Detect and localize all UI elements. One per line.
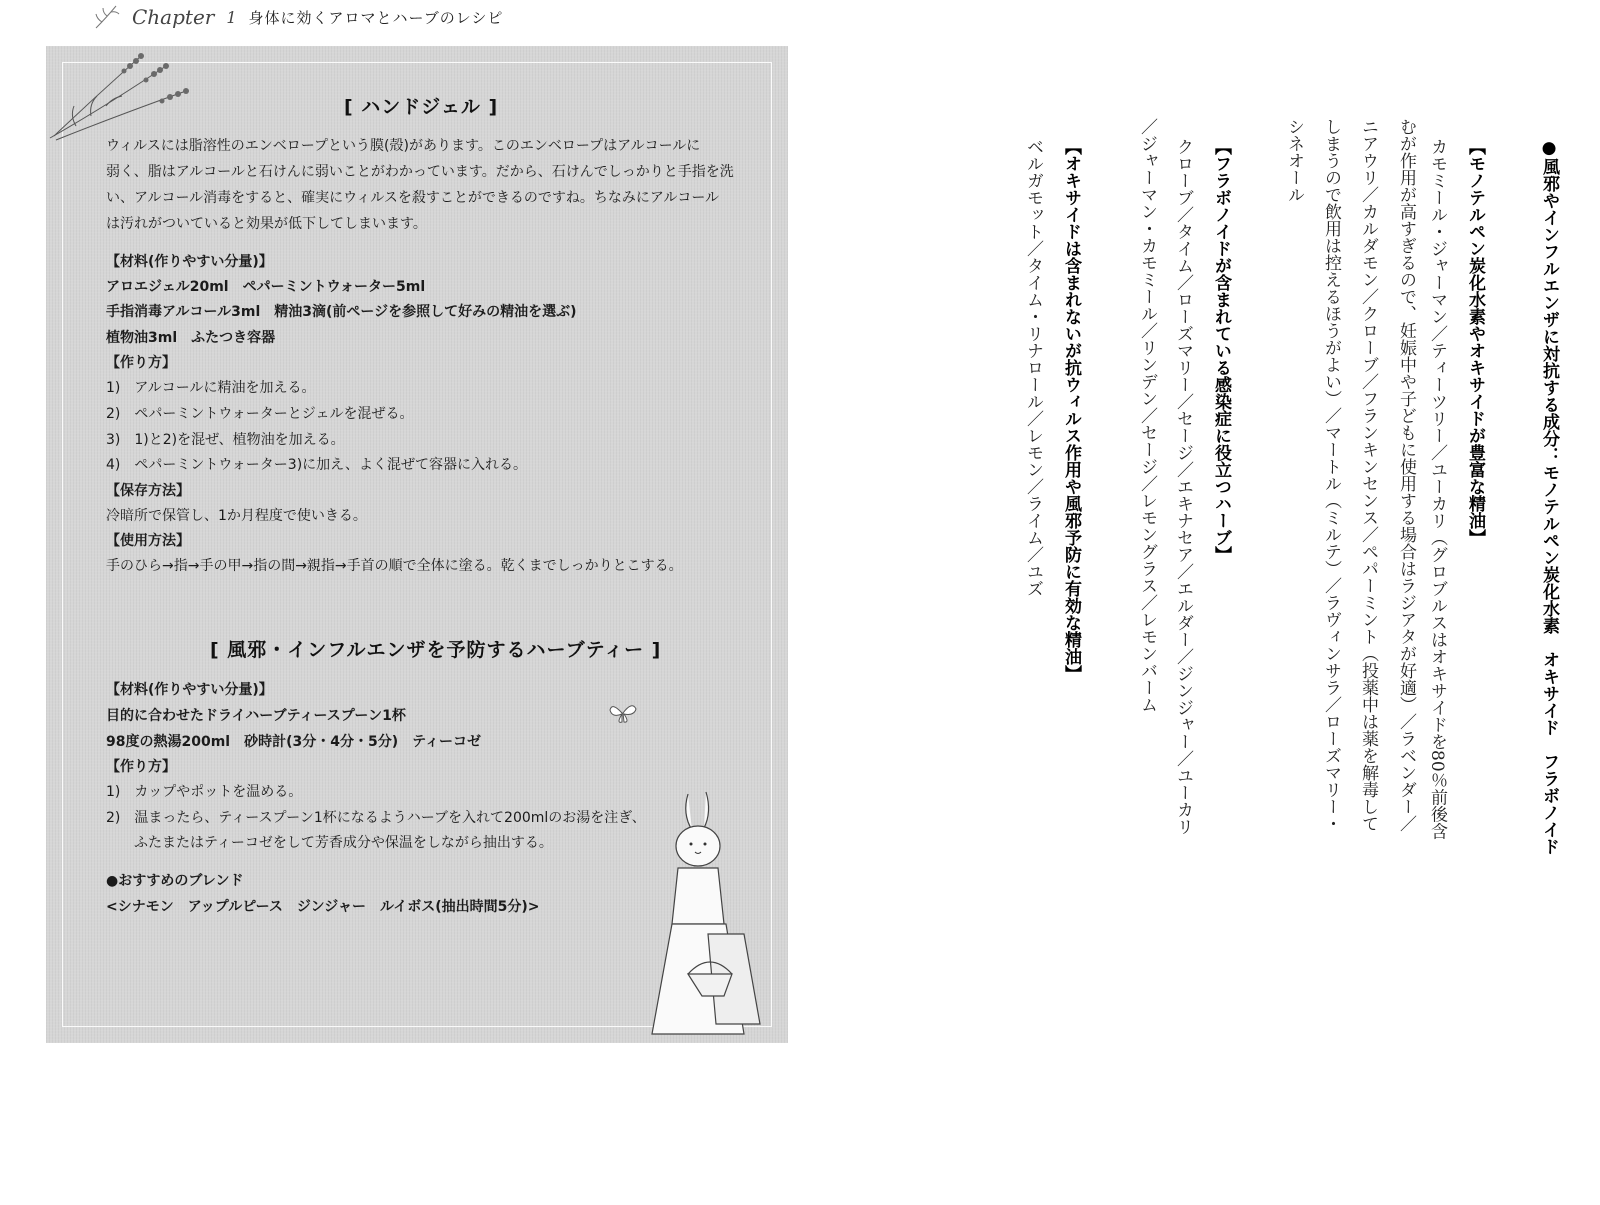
herb-tea-step: 1) カップやポットを温める。 bbox=[106, 784, 303, 800]
hand-gel-usage: 手のひら→指→手の甲→指の間→親指→手首の順で全体に塗る。乾くまでしっかりとこする。 bbox=[106, 558, 683, 574]
chapter-header bbox=[100, 0, 503, 34]
vertical-column: ベルガモット／タイム・リナロール／レモン／ライム／ユズ bbox=[1023, 138, 1043, 597]
vertical-column: カモミール・ジャーマン／ティーツリー／ユーカリ（グロブルスはオキサイドを80％前後含 bbox=[1427, 138, 1447, 840]
lavender-sprig-icon bbox=[46, 46, 196, 146]
hand-gel-step: 1) アルコールに精油を加える。 bbox=[106, 380, 316, 396]
herb-tea-material: 目的に合わせたドライハーブティースプーン1杯 bbox=[106, 708, 406, 724]
vertical-column: ／ジャーマン・カモミール／リンデン／セージ／レモングラス／レモンバーム bbox=[1137, 118, 1157, 713]
hand-gel-usage-heading: 【使用方法】 bbox=[106, 533, 190, 549]
hand-gel-intro-line: い、アルコール消毒をすると、確実にウィルスを殺すことができるのですね。ちなみにアルコール bbox=[106, 190, 720, 206]
vertical-column: 【オキサイドは含まれないが抗ウィルス作用や風邪予防に有効な精油】 bbox=[1061, 138, 1081, 682]
hand-gel-intro-line: は汚れがついていると効果が低下してしまいます。 bbox=[106, 216, 427, 232]
herb-tea-method-heading: 【作り方】 bbox=[106, 759, 176, 775]
vertical-column: しまうので飲用は控えるほうがよい）／マートル（ミルテ）／ラヴィンサラ／ローズマリー・ bbox=[1321, 118, 1341, 832]
hand-gel-intro-line: 弱く、脂はアルコールと石けんに弱いことがわかっています。だから、石けんでしっかりと手指を洗 bbox=[106, 164, 734, 180]
hand-gel-intro-line: ウィルスには脂溶性のエンベロープという膜(殻)があります。このエンベロープはアルコールに bbox=[106, 138, 701, 154]
hand-gel-storage: 冷暗所で保管し、1か月程度で使いきる。 bbox=[106, 508, 367, 524]
vertical-column: 【モノテルペン炭化水素やオキサイドが豊富な精油】 bbox=[1465, 138, 1485, 546]
hand-gel-step: 2) ペパーミントウォーターとジェルを混ぜる。 bbox=[106, 406, 414, 422]
vertical-column: ●風邪やインフルエンザに対抗する成分：モノテルペン炭化水素 オキサイド フラボノイド bbox=[1539, 138, 1559, 855]
vertical-column: むが作用が高すぎるので、妊娠中や子どもに使用する場合はラジアタが好適）／ラベンダー／ bbox=[1396, 118, 1416, 832]
herb-tea-step: 2) 温まったら、ティースプーン1杯になるようハーブを入れて200mlのお湯を注ぎ、 bbox=[106, 810, 646, 826]
hand-gel-method-heading: 【作り方】 bbox=[106, 355, 176, 371]
vertical-column: ニアウリ／カルダモン／クローブ／フランキンセンス／ペパーミント（投薬中は薬を解毒して bbox=[1358, 118, 1378, 832]
hand-gel-material: アロエジェル20ml ペパーミントウォーター5ml bbox=[106, 279, 426, 295]
recipe-panel bbox=[46, 46, 788, 1043]
butterfly-icon bbox=[608, 700, 638, 726]
herb-tea-blend-heading: ●おすすめのブレンド bbox=[106, 873, 244, 889]
hand-gel-storage-heading: 【保存方法】 bbox=[106, 483, 190, 499]
herb-tea-material: 98度の熱湯200ml 砂時計(3分・4分・5分) ティーコゼ bbox=[106, 734, 481, 750]
herb-tea-materials-heading: 【材料(作りやすい分量)】 bbox=[106, 682, 273, 698]
chapter-number: 1 bbox=[226, 7, 237, 27]
hand-gel-material: 植物油3ml ふたつき容器 bbox=[106, 330, 276, 346]
hand-gel-step: 3) 1)と2)を混ぜ、植物油を加える。 bbox=[106, 432, 345, 448]
vertical-column: クローブ／タイム／ローズマリー／セージ／エキナセア／エルダー／ジンジャー／ユーカリ bbox=[1173, 138, 1193, 835]
vertical-column: 【フラボノイドが含まれている感染症に役立つハーブ】 bbox=[1211, 138, 1231, 563]
hand-gel-title: [ ハンドジェル ] bbox=[344, 96, 499, 118]
vertical-column: シネオール bbox=[1284, 118, 1304, 203]
herb-tea-step: ふたまたはティーコゼをして芳香成分や保温をしながら抽出する。 bbox=[106, 835, 553, 851]
herb-tea-blend: <シナモン アップルピース ジンジャー ルイボス(抽出時間5分)> bbox=[106, 899, 540, 915]
chapter-title: 身体に効くアロマとハーブのレシピ bbox=[248, 8, 504, 27]
herb-tea-title: [ 風邪・インフルエンザを予防するハーブティー ] bbox=[210, 639, 662, 661]
rabbit-illustration-icon bbox=[648, 784, 778, 1044]
hand-gel-material: 手指消毒アルコール3ml 精油3滴(前ページを参照して好みの精油を選ぶ) bbox=[106, 304, 577, 320]
hand-gel-step: 4) ペパーミントウォーター3)に加え、よく混ぜて容器に入れる。 bbox=[106, 457, 528, 473]
hand-gel-materials-heading: 【材料(作りやすい分量)】 bbox=[106, 254, 273, 270]
chapter-word: Chapter bbox=[132, 5, 215, 29]
